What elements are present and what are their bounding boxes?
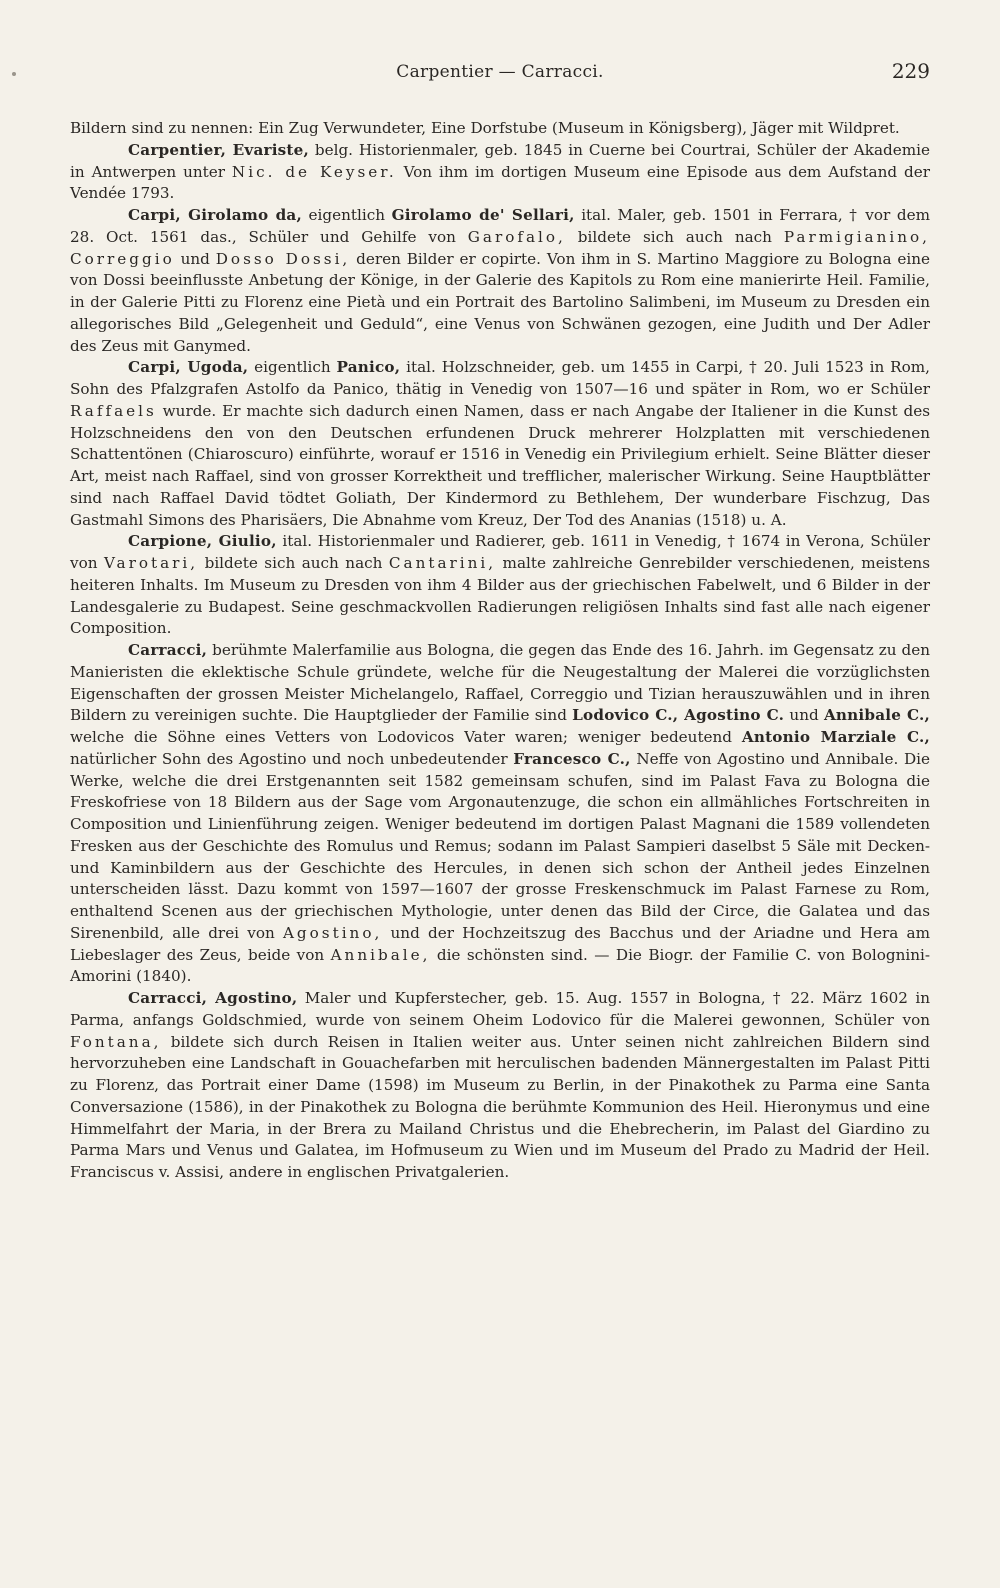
text-run: und: [174, 249, 216, 268]
text-run: berühmte Malerfamilie aus Bologna, die gegen das Ende des 16. Jahrh. im Gegensatz zu den Manieristen die eklektische Schule gründete, welche für die Neugestaltung der Malerei die vorzüglichsten Eigenschaften der grossen Meister Michelangelo, Raffael, Correggio und Tizian herauszuwählen und in ihren Bildern zu vereinigen suchte. Die Hauptglieder der Familie sind: [70, 641, 930, 725]
spaced-name: Nic. de Keyser.: [231, 162, 397, 181]
text-run: und: [784, 706, 824, 725]
spaced-name: Fontana,: [70, 1032, 162, 1051]
spaced-name: Annibale,: [330, 945, 431, 964]
family-member-names: Lodovico C., Agostino C.: [572, 706, 785, 725]
spaced-name: Cantarini,: [388, 554, 497, 572]
spaced-name: Dosso Dossi,: [215, 249, 351, 268]
body-text: [70, 118, 930, 1184]
family-member-name: Antonio Marziale C.,: [741, 728, 930, 746]
entry-heading: Carpentier, Evariste,: [128, 140, 309, 159]
entry-heading: Carracci, Agostino,: [128, 989, 298, 1007]
text-run: deren Bilder er copirte. Von ihm in S. Martino Maggiore zu Bologna eine von Dossi beeinflusste Anbetung der Könige, in der Galerie des Kapitols zu Rom eine manierirte Heil. Familie, in der Galerie Pitti zu Florenz eine Pietà und ein Portrait des Bartolino Salimbeni, im Museum zu Dresden ein allegorisches Bild „Gelegenheit und Geduld“, eine Venus von Schwänen gezogen, eine Judith und Der Adler des Zeus mit Ganymed.: [70, 249, 930, 355]
entry-alias: Panico,: [336, 358, 401, 377]
text-run: Bildern sind zu nennen: Ein Zug Verwundeter, Eine Dorfstube (Museum in Königsberg), Jäger mit Wildpret.: [70, 119, 900, 137]
text-run: Maler und Kupferstecher, geb. 15. Aug. 1557 in Bologna, † 22. März 1602 in Parma, anfangs Goldschmied, wurde von seinem Oheim Lodovico für die Malerei gewonnen, Schüler von: [70, 989, 930, 1029]
text-run: ital. Historienmaler und Radierer, geb. 1611 in Venedig, † 1674 in Verona, Schüler von: [70, 532, 930, 572]
entry-alias: Girolamo de' Sellari,: [391, 206, 575, 224]
entry-carracci: [70, 640, 930, 988]
paragraph-continuation: [70, 118, 930, 140]
spaced-name: Agostino,: [282, 923, 383, 942]
entry-carracci-agostino: [70, 988, 930, 1184]
text-run: belg. Historienmaler, geb. 1845 in Cuerne bei Courtrai, Schüler der Akademie in Antwerpen unter: [70, 140, 930, 181]
entry-heading: Carpi, Girolamo da,: [128, 206, 302, 224]
entry-carpi-ugoda: [70, 357, 930, 531]
text-run: eigentlich: [248, 358, 337, 377]
family-member-name: Francesco C.,: [513, 749, 631, 768]
entry-carpentier-evariste: [70, 140, 930, 205]
spaced-name: Garofalo,: [467, 227, 566, 246]
text-run: und der Hochzeitszug des Bacchus und der Ariadne und Hera am Liebeslager des Zeus, beide von: [70, 923, 931, 964]
text-run: die schönsten sind. — Die Biogr. der Familie C. von Bolognini-Amorini (1840).: [70, 945, 930, 986]
text-run: wurde. Er machte sich dadurch einen Namen, dass er nach Angabe der Italiener in die Kunst des Holzschneidens den von den Deutschen erfundenen Druck mehrerer Holzplatten mit verschiedenen Schattentönen (Chiaroscuro) einführte, worauf er 1516 in Venedig ein Privilegium erhielt. Seine Blätter dieser Art, meist nach Raffael, sind von grosser Korrektheit und trefflicher, malerischer Wirkung. Seine Hauptblätter sind nach Raffael David tödtet Goliath, Der Kindermord zu Bethlehem, Der wunderbare Fischzug, Das Gastmahl Simons des Pharisäers, Die Abnahme vom Kreuz, Der Tod des Ananias (1518) u. A.: [70, 401, 930, 529]
text-run: eigentlich: [301, 206, 392, 224]
family-member-name: Annibale C.,: [823, 706, 930, 725]
text-run: malte zahlreiche Genrebilder verschiedenen, meistens heiteren Inhalts. Im Museum zu Dresden von ihm 4 Bilder aus der griechischen Fabelwelt, und 6 Bilder in der Landesgalerie zu Budapest. Seine geschmackvollen Radierungen religiösen Inhalts sind fast alle nach eigener Composition.: [70, 554, 931, 638]
page-number: 229: [891, 59, 930, 83]
entry-heading: Carpi, Ugoda,: [128, 358, 249, 377]
text-run: natürlicher Sohn des Agostino und noch unbedeutender: [70, 749, 514, 768]
text-run: Von ihm im dortigen Museum eine Episode aus dem Aufstand der Vendée 1793.: [70, 162, 930, 203]
spaced-name: Raffaels: [70, 401, 157, 420]
entry-heading: Carracci,: [128, 641, 208, 659]
page-header: [70, 59, 930, 88]
text-run: bildete sich auch nach: [198, 554, 389, 572]
entry-carpione-giulio: [70, 531, 930, 640]
text-run: ital. Holzschneider, geb. um 1455 in Carpi, † 20. Juli 1523 in Rom, Sohn des Pfalzgrafen Astolfo da Panico, thätig in Venedig von 1507—16 und später in Rom, wo er Schüler: [70, 358, 930, 398]
text-run: ital. Maler, geb. 1501 in Ferrara, † vor dem 28. Oct. 1561 das., Schüler und Gehilfe von: [70, 206, 930, 246]
entry-heading: Carpione, Giulio,: [128, 532, 277, 551]
text-run: bildete sich durch Reisen in Italien weiter aus. Unter seinen nicht zahlreichen Bildern sind hervorzuheben eine Landschaft in Gouachefarben mit herculischen badenden Männergestalten im Palast Pitti zu Florenz, das Portrait einer Dame (1598) im Museum zu Berlin, in der Pinakothek zu Parma eine Santa Conversazione (1586), in der Pinakothek zu Bologna die berühmte Kommunion des Heil. Hieronymus und eine Himmelfahrt der Maria, in der Brera zu Mailand Christus und die Ehebrecherin, im Palast del Giardino zu Parma Mars und Venus und Galatea, im Hofmuseum zu Wien und im Museum del Prado zu Madrid der Heil. Franciscus v. Assisi, andere in englischen Privatgalerien.: [70, 1032, 930, 1181]
page-speck: [12, 72, 16, 76]
spaced-name: Parmigianino, Correggio: [70, 227, 930, 268]
spaced-name: Varotari,: [103, 554, 199, 572]
text-run: welche die Söhne eines Vetters von Lodovicos Vater waren; weniger bedeutend: [70, 728, 742, 746]
entry-carpi-girolamo: [70, 205, 930, 357]
text-run: bildete sich auch nach: [565, 227, 784, 246]
text-run: Neffe von Agostino und Annibale. Die Werke, welche die drei Erstgenannten seit 1582 gemeinsam schufen, sind im Palast Fava zu Bologna die Freskofriese von 18 Bildern aus der Sage vom Argonautenzuge, die schon ein allmähliches Fortschreiten in Composition und Linienführung zeigen. Weniger bedeutend im dortigen Palast Magnani die 1589 vollendeten Fresken aus der Geschichte des Romulus und Remus; sodann im Palast Sampieri daselbst 5 Säle mit Decken- und Kaminbildern aus der Geschichte des Hercules, in denen sich schon der Antheil jedes Einzelnen unterscheiden lässt. Dazu kommt von 1597—1607 der grosse Freskenschmuck im Palast Farnese zu Rom, enthaltend Scenen aus der griechischen Mythologie, unter denen das Bild der Circe, die Galatea und das Sirenenbild, alle drei von: [70, 749, 930, 942]
running-title: Carpentier — Carracci.: [396, 62, 604, 82]
